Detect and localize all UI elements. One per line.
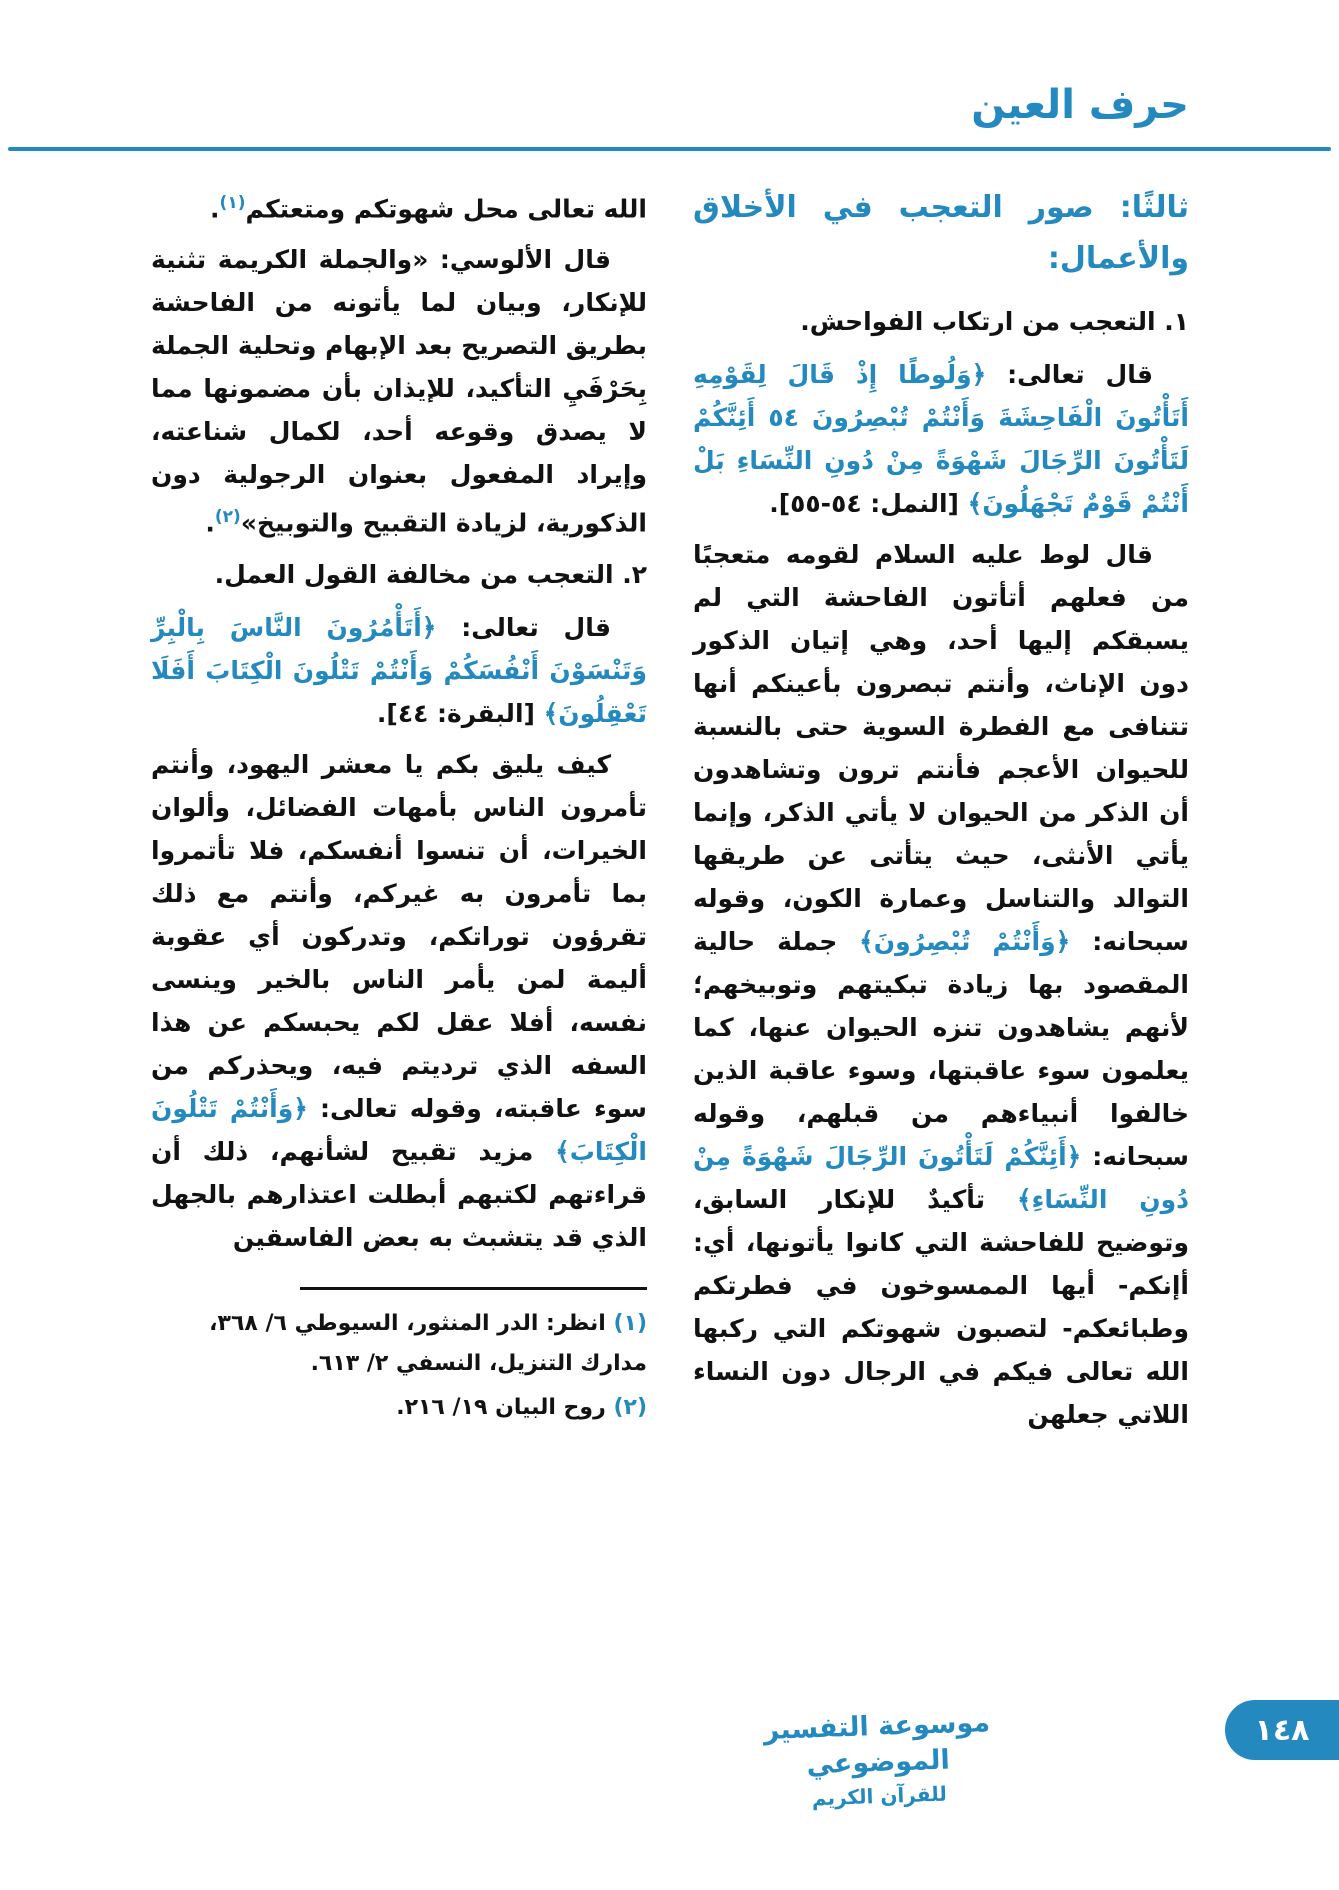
left-column bbox=[151, 182, 647, 1432]
numbered-item-title: ٢. التعجب من مخالفة القول العمل. bbox=[214, 559, 647, 589]
text-run-ref: [البقرة: ٤٤]. bbox=[376, 698, 544, 728]
text-run-normal: . bbox=[205, 508, 215, 538]
text-run-footmark: (١) bbox=[219, 193, 246, 213]
numbered-item-title: ١. التعجب من ارتكاب الفواحش. bbox=[800, 307, 1189, 336]
right-column bbox=[693, 182, 1189, 1444]
footnotes bbox=[151, 1287, 647, 1428]
publisher-logo-title: موسوعة التفسير الموضوعي bbox=[763, 1707, 991, 1782]
header-divider bbox=[8, 147, 1331, 151]
footnote-marker: (٢) bbox=[613, 1394, 647, 1420]
publisher-logo bbox=[751, 1705, 1004, 1815]
quran-verse-paragraph bbox=[151, 606, 647, 735]
footnote-item bbox=[151, 1388, 647, 1428]
text-run-lead: قال تعالى: bbox=[986, 360, 1153, 389]
text-run-normal: كيف يليق بكم يا معشر اليهود، وأنتم تأمرون الناس بأمهات الفضائل، وألوان الخيرات، أن تنسوا أنفسكم، فلا تأتمروا بما تأمرون به غيركم، وأنتم مع ذلك تقرؤون توراتكم، وتدركون أي عقوبة أليمة لمن يأمر الناس بالخير وينسى نفسه، أفلا عقل لكم يحبسكم عن هذا السفه الذي ترديتم فيه، ويحذركم من سوء عاقبته، وقوله تعالى: bbox=[151, 749, 648, 1123]
text-run-normal: جملة حالية المقصود بها زيادة تبكيتهم وتوبيخهم؛ لأنهم يشاهدون تنزه الحيوان عنها، كما يعلمون سوء عاقبتها، وسوء عاقبة الذين خالفوا أنبياءهم من قبلهم، وقوله سبحانه: bbox=[693, 927, 1190, 1171]
text-run-ref: [النمل: ٥٤-٥٥]. bbox=[769, 489, 968, 518]
footnote-item bbox=[151, 1304, 647, 1384]
quran-verse-paragraph bbox=[693, 353, 1189, 525]
commentary-paragraph bbox=[151, 743, 647, 1259]
text-run-quran: ﴿أَئِنَّكُمْ لَتَأْتُونَ الرِّجَالَ شَهْوَةً مِنْ دُونِ النِّسَاءِ﴾ bbox=[693, 1142, 1189, 1214]
text-run-normal: قال الألوسي: «والجملة الكريمة تثنية للإنكار، وبيان لما يأتونه من الفاحشة بطريق التصريح بعد الإبهام وتحلية الجملة بِحَرْفَيِ التأكيد، للإيذان بأن مضمونها مما لا يصدق وقوعه أحد، لكمال شناعته، وإيراد المفعول بعنوان الرجولية دون الذكورية، لزيادة التقبيح والتوبيخ» bbox=[151, 245, 647, 538]
text-run-normal: قال لوط عليه السلام لقومه متعجبًا من فعلهم أتأتون الفاحشة التي لم يسبقكم إليها أحد، وهي إتيان الذكور دون الإناث، وأنتم تبصرون بأعينكم أنها تتنافى مع الفطرة السوية حتى بالنسبة للحيوان الأعجم فأنتم ترون وتشاهدون أن الذكر من الحيوان لا يأتي الذكر، وإنما يأتي الأنثى، حيث يتأتى عن طريقها التوالد والتناسل وعمارة الكون، وقوله سبحانه: bbox=[693, 540, 1189, 956]
publisher-logo-subtitle: للقرآن الكريم bbox=[811, 1781, 948, 1811]
footnote-text: انظر: الدر المنثور، السيوطي ٦/ ٣٦٨، مدارك التنزيل، النسفي ٢/ ٦١٣. bbox=[209, 1310, 647, 1376]
footnote-marker: (١) bbox=[613, 1310, 647, 1336]
text-run-normal: الله تعالى محل شهوتكم ومتعتكم bbox=[245, 194, 647, 224]
alusi-quote-paragraph bbox=[151, 238, 647, 544]
text-run-lead: قال تعالى: bbox=[436, 612, 611, 642]
text-run-normal: مزيد تقبيح لشأنهم، ذلك أن قراءتهم لكتبهم أبطلت اعتذارهم بالجهل الذي قد يتشبث به بعض الفاسقين bbox=[151, 1136, 647, 1252]
commentary-paragraph bbox=[693, 533, 1189, 1436]
section-heading: ثالثًا: صور التعجب في الأخلاق والأعمال: bbox=[693, 190, 1189, 276]
text-run-quran: ﴿أَتَأْمُرُونَ النَّاسَ بِالْبِرِّ وَتَنْسَوْنَ أَنْفُسَكُمْ وَأَنْتُمْ تَتْلُونَ الْكِتَابَ أَفَلَا تَعْقِلُونَ﴾ bbox=[151, 612, 647, 728]
page-number-badge: ١٤٨ bbox=[1225, 1700, 1339, 1760]
chapter-title: حرف العين bbox=[971, 82, 1189, 128]
text-run-normal: . bbox=[210, 194, 220, 224]
footnote-divider bbox=[300, 1287, 647, 1290]
page-content bbox=[150, 182, 1189, 1444]
text-run-footmark: (٢) bbox=[214, 507, 241, 528]
continuation-paragraph bbox=[151, 182, 647, 230]
text-run-quran: ﴿وَلُوطًا إِذْ قَالَ لِقَوْمِهِ أَتَأْتُونَ الْفَاحِشَةَ وَأَنْتُمْ تُبْصِرُونَ ٥٤ أَئِنَّكُمْ لَتَأْتُونَ الرِّجَالَ شَهْوَةً مِنْ دُونِ النِّسَاءِ بَلْ أَنْتُمْ قَوْمٌ تَجْهَلُونَ﴾ bbox=[693, 360, 1189, 518]
text-run-quran: ﴿وَأَنْتُمْ تَتْلُونَ الْكِتَابَ﴾ bbox=[151, 1093, 647, 1166]
text-run-quran: ﴿وَأَنْتُمْ تُبْصِرُونَ﴾ bbox=[859, 927, 1071, 956]
footnote-text: روح البيان ١٩/ ٢١٦. bbox=[396, 1394, 606, 1420]
text-run-normal: تأكيدٌ للإنكار السابق، وتوضيح للفاحشة التي كانوا يأتونها، أي: أإنكم- أيها الممسوخون في فطرتكم وطبائعكم- لتصبون شهوتكم التي ركبها الله تعالى فيكم في الرجال دون النساء اللاتي جعلهن bbox=[693, 1185, 1189, 1429]
